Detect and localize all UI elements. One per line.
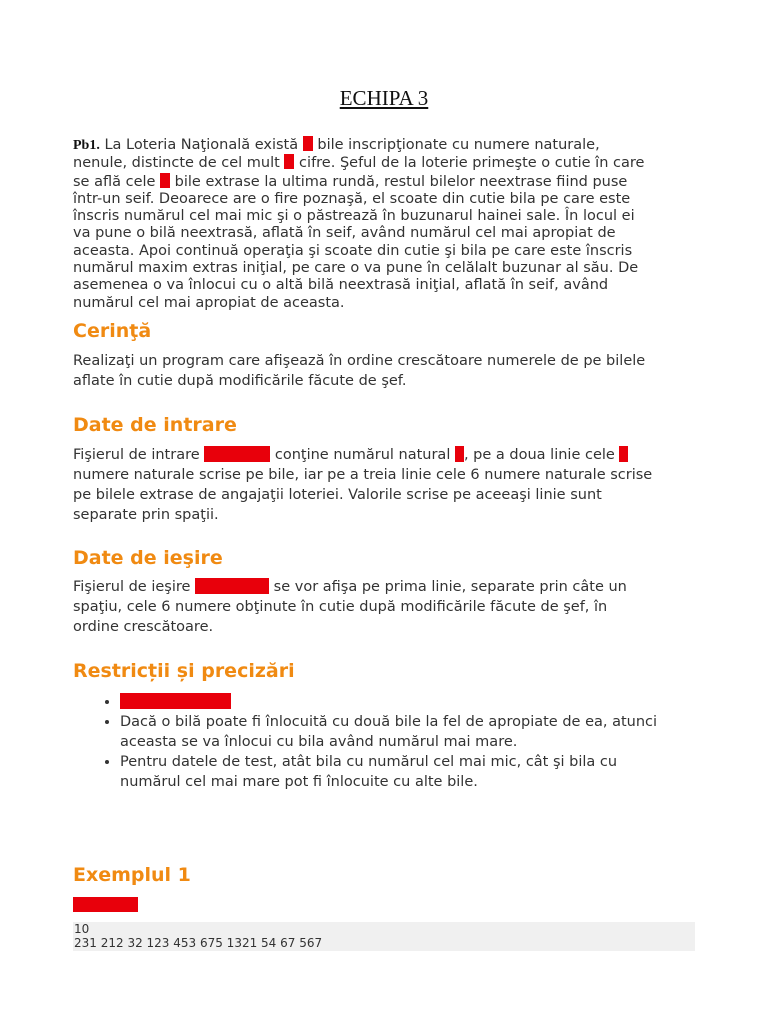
heading-restrictii: Restricții și precizări — [73, 660, 295, 682]
intro-line-9: asemenea o va înlocui cu o altă bilă neextrasă iniţial, aflată în seif, având — [73, 277, 609, 294]
redacted-value — [284, 154, 294, 169]
cerinta-text: Realizaţi un program care afişează în ordine crescătoare numerele de pe bilele aflate în cutie după modificările făcute de şef. — [73, 353, 646, 389]
intro-line-4: într-un seif. Deoarece are o fire poznaşă, el scoate din cutie bila pe care este — [73, 190, 631, 207]
problem-label: Pb1. — [73, 138, 100, 153]
intro-line-6: va pune o bilă neextrasă, aflată în seif, având numărul cel mai apropiat de — [73, 225, 616, 242]
heading-exemplul-1: Exemplul 1 — [73, 864, 191, 886]
list-item — [120, 692, 745, 712]
heading-date-iesire: Date de ieşire — [73, 547, 223, 569]
intrare-text: Fişierul de intrare conţine numărul natural , pe a doua linie cele numere naturale scrise pe bile, iar pe a treia linie cele 6 numere naturale scrise pe bilele extrase de angajaţii loteriei. Valorile scrise pe aceeaşi linie sunt separate prin spaţii. — [73, 447, 653, 523]
heading-date-intrare: Date de intrare — [73, 414, 237, 436]
redacted-value — [619, 446, 628, 462]
code-line: 231 212 32 123 453 675 1321 54 67 567 — [74, 936, 323, 950]
iesire-text: Fişierul de ieşire se vor afişa pe prima linie, separate prin câte un spaţiu, cele 6 numere obţinute în cutie după modificările făcute de şef, în ordine crescătoare. — [73, 579, 627, 635]
restrictii-list — [73, 692, 745, 792]
intro-line-2: nenule, distincte de cel mult cifre. Şeful de la loterie primeşte o cutie în care — [73, 155, 645, 172]
intro-line-3: se află cele bile extrase la ultima rundă, restul bilelor neextrase fiind puse — [73, 173, 628, 190]
heading-cerinta: Cerinţă — [73, 320, 152, 342]
intro-line-10: numărul cel mai apropiat de aceasta. — [73, 294, 345, 311]
redacted-restriction — [120, 693, 231, 709]
intro-line-1: Pb1. La Loteria Naţională există bile inscripţionate cu numere naturale, — [73, 137, 600, 153]
intro-line-5: înscris numărul cel mai mic şi o păstrează în buzunarul hainei sale. În locul ei — [73, 208, 635, 225]
intro-line-8: numărul maxim extras iniţial, pe care o va pune în celălalt buzunar al său. De — [73, 260, 639, 277]
page-title: ECHIPA 3 — [339, 86, 429, 110]
redacted-value — [303, 136, 313, 151]
redacted-value — [160, 173, 170, 188]
code-line: 10 — [74, 922, 90, 936]
problem-statement — [73, 136, 698, 312]
example-input-block — [73, 922, 695, 951]
list-item: • Dacă o bilă poate fi înlocuită cu două bile la fel de apropiate de ea, atunci aceasta se va înlocui cu bila având numărul mai mare. — [120, 712, 745, 752]
intro-line-7: aceasta. Apoi continuă operaţia şi scoate din cutie şi bila pe care este înscris — [73, 242, 633, 259]
redacted-value — [455, 446, 464, 462]
redacted-filename — [204, 446, 270, 462]
redacted-filename — [195, 578, 269, 594]
redacted-filename — [73, 897, 138, 912]
list-item: • Pentru datele de test, atât bila cu numărul cel mai mic, cât şi bila cu numărul cel mai mare pot fi înlocuite cu alte bile. — [120, 752, 745, 792]
